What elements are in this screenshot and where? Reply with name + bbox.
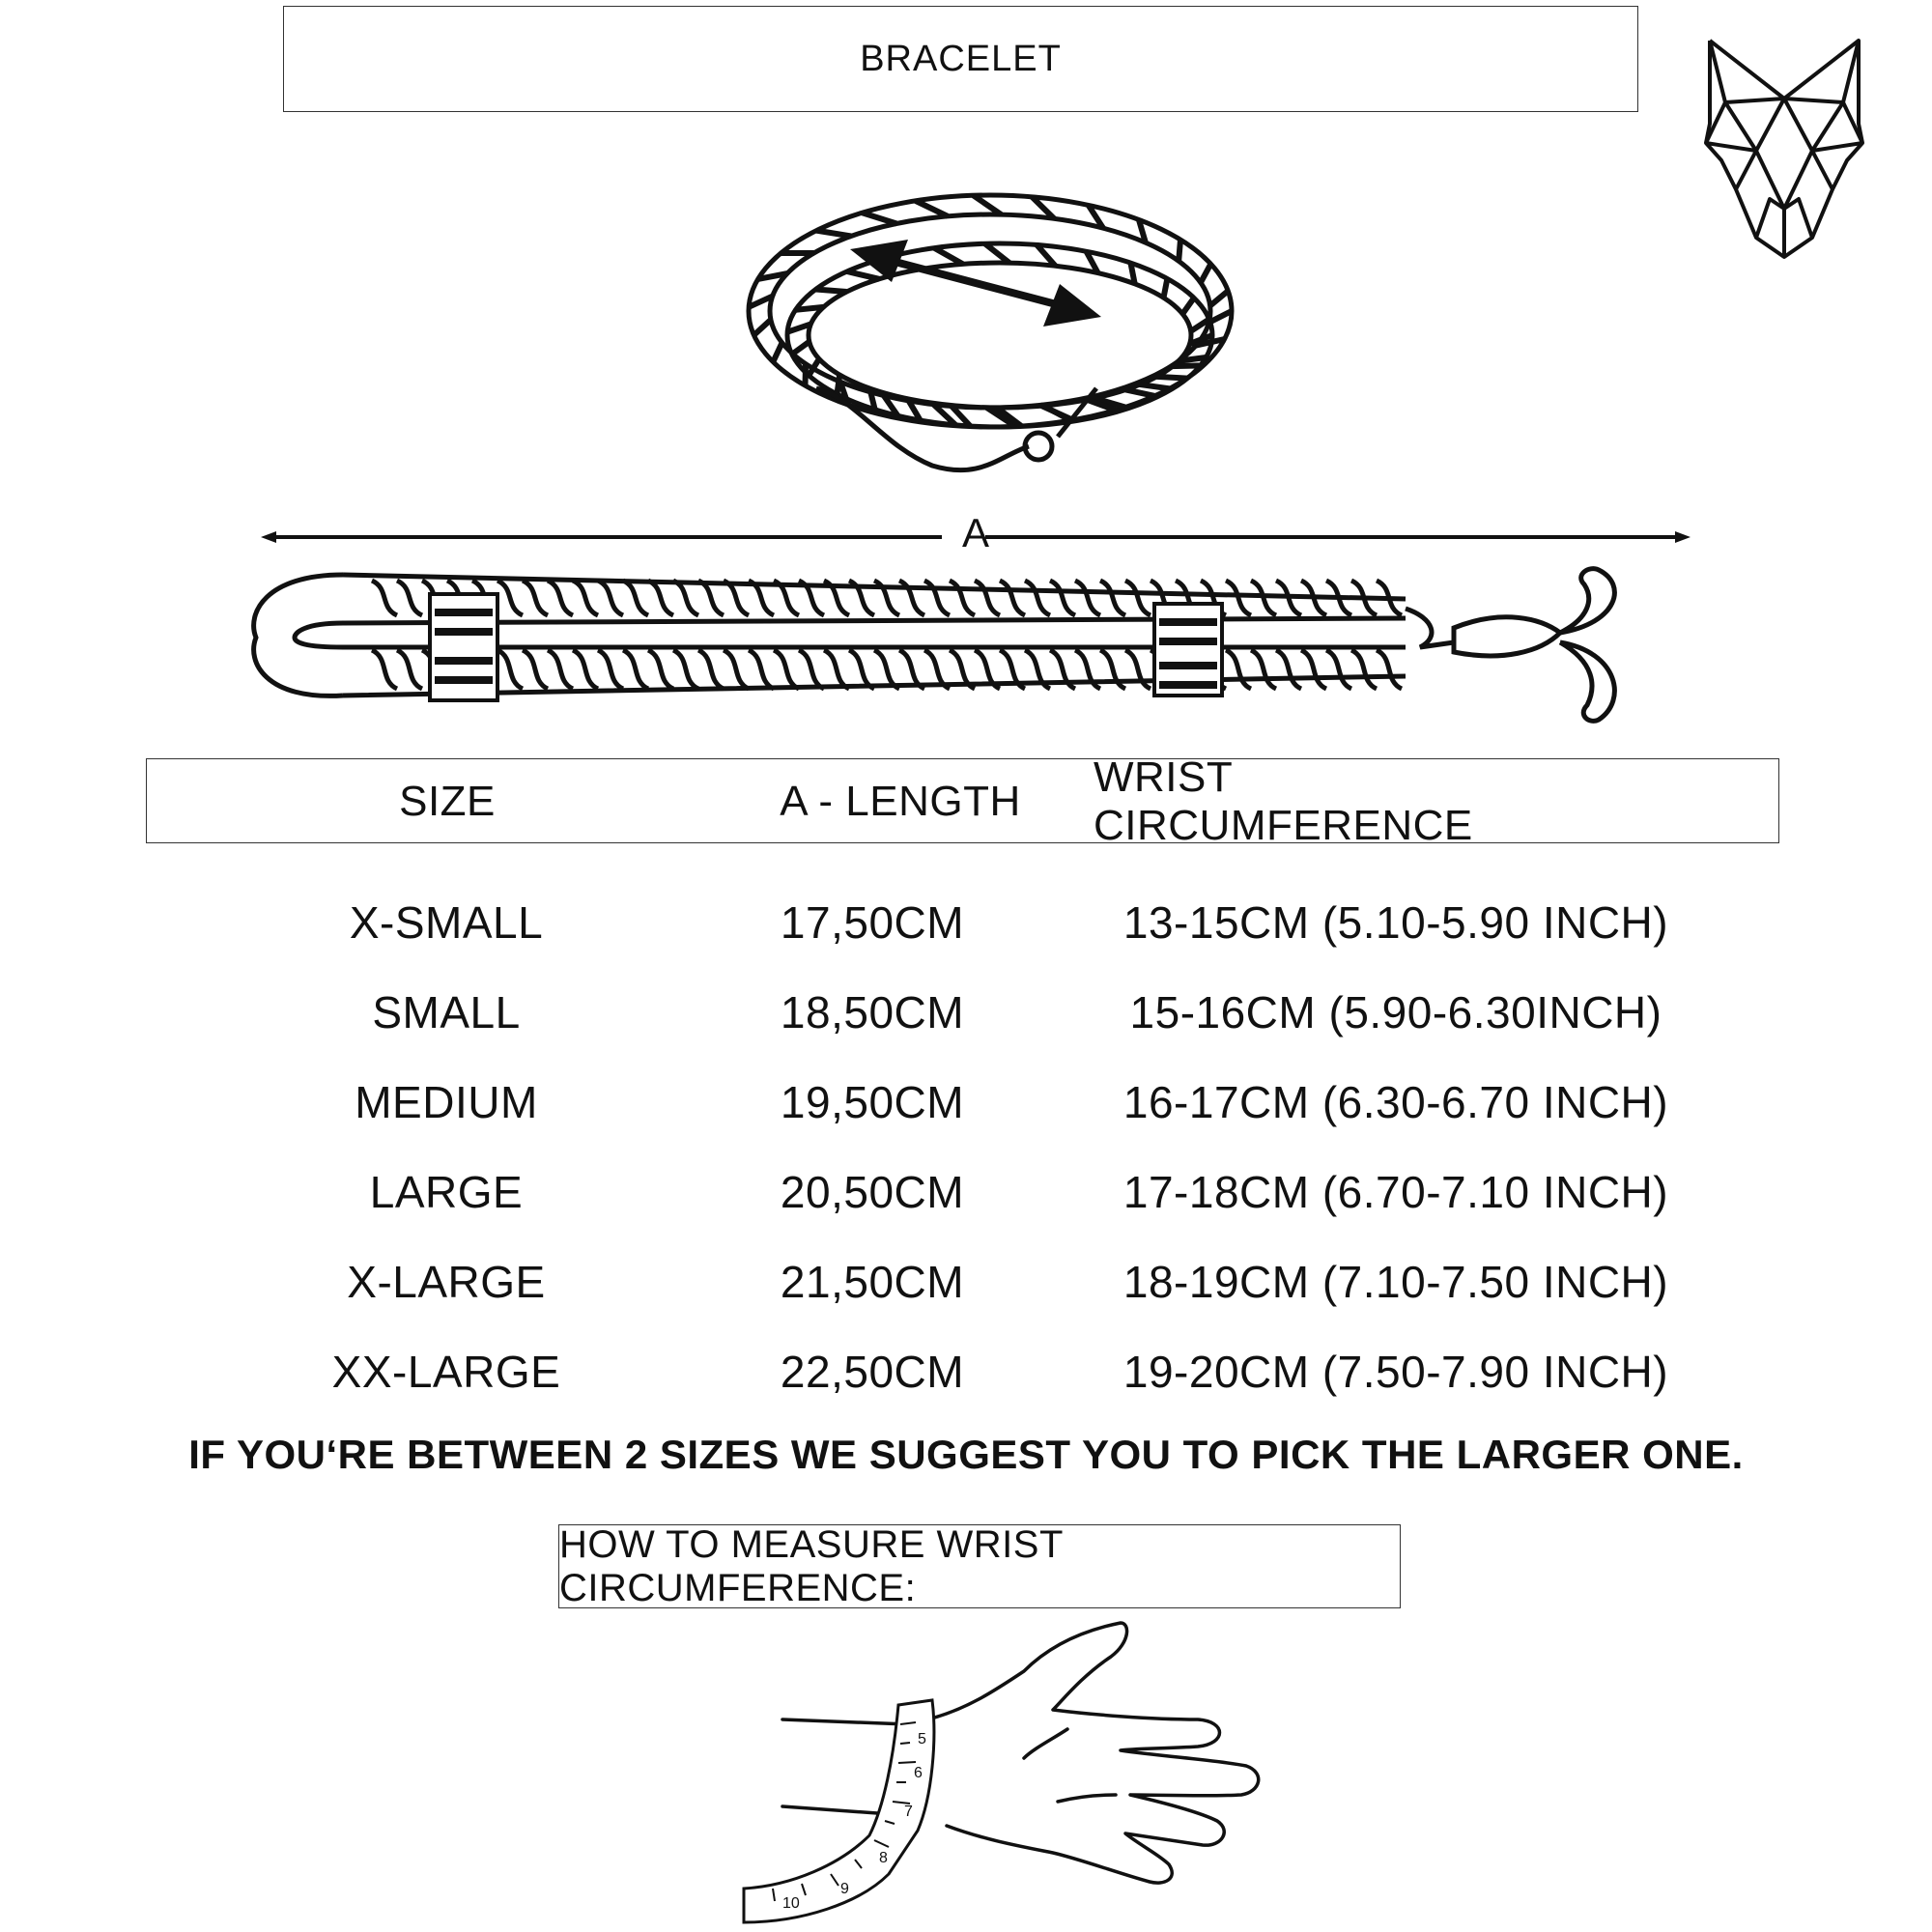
cell-length: 21,50CM: [780, 1257, 965, 1307]
rope-twist: [1163, 279, 1167, 298]
rope-twist: [397, 650, 422, 689]
rope-twist: [497, 650, 523, 689]
double-arrow-icon: [850, 240, 1101, 327]
measure-heading-box: [558, 1524, 1401, 1608]
rope-twist: [974, 195, 1002, 214]
rope-twist: [863, 213, 897, 223]
rope-twist: [824, 650, 849, 689]
cell-length: 20,50CM: [780, 1167, 965, 1217]
rope-twist: [397, 581, 422, 615]
cell-wrist: 18-19CM (7.10-7.50 INCH): [1122, 1257, 1669, 1307]
rope-twist: [1351, 650, 1377, 689]
rope-twist: [1377, 650, 1402, 689]
rope-twist: [573, 650, 598, 689]
tape-tick: 7: [904, 1804, 913, 1820]
rope-twist: [724, 650, 749, 689]
rope-twist: [372, 581, 397, 615]
rope-twist: [573, 581, 598, 615]
dimension-label: A: [961, 510, 989, 555]
rope-twist: [1135, 384, 1170, 388]
rope-twist: [1301, 650, 1326, 689]
bracelet-flat-illustration: [246, 565, 1715, 749]
rope-twist: [837, 375, 839, 394]
rope-twist: [372, 650, 397, 689]
page-title: BRACELET: [860, 38, 1062, 79]
rope-twist: [916, 201, 948, 216]
cell-size: SMALL: [372, 987, 521, 1037]
rope-twist: [1201, 264, 1210, 282]
rope-twist: [985, 243, 1009, 263]
rope-twist: [1043, 406, 1072, 421]
rope-twist: [799, 650, 824, 689]
tape-tick: 10: [782, 1895, 800, 1912]
rope-twist: [1025, 581, 1050, 615]
cell-wrist: 16-17CM (6.30-6.70 INCH): [1122, 1077, 1669, 1127]
rope-twist: [1179, 357, 1206, 361]
cell-size: MEDIUM: [355, 1077, 538, 1127]
rope-twist: [1156, 377, 1187, 379]
rope-twist: [773, 343, 781, 362]
rope-twist: [792, 342, 810, 355]
rope-twist: [1050, 581, 1075, 615]
cell-length: 19,50CM: [780, 1077, 965, 1127]
cell-length: 22,50CM: [780, 1347, 965, 1397]
rope-twist: [805, 364, 806, 385]
cell-size: X-SMALL: [349, 897, 544, 948]
wolf-logo: [1692, 35, 1876, 267]
rope-twist: [924, 581, 950, 615]
rope-twist: [816, 231, 851, 237]
cell-wrist: 17-18CM (6.70-7.10 INCH): [1122, 1167, 1669, 1217]
cell-length: 17,50CM: [780, 897, 965, 948]
rope-twist: [1251, 650, 1276, 689]
rope-twist: [1125, 389, 1157, 396]
rope-twist: [847, 271, 879, 279]
tape-tick: 6: [914, 1765, 923, 1781]
tape-tick: 9: [840, 1881, 849, 1897]
table-row: [0, 1243, 1932, 1321]
rope-twist: [975, 581, 1000, 615]
rope-twist: [598, 581, 623, 615]
rope-twist: [874, 650, 899, 689]
rope-twist: [648, 581, 673, 615]
table-row: [0, 1333, 1932, 1410]
rope-twist: [698, 650, 724, 689]
rope-twist: [548, 650, 573, 689]
rope-twist: [1125, 581, 1151, 615]
rope-twist: [1000, 581, 1025, 615]
rope-twist: [673, 581, 698, 615]
cell-size: LARGE: [369, 1167, 524, 1217]
rope-twist: [523, 650, 548, 689]
rope-twist: [950, 581, 975, 615]
rope-twist: [648, 650, 673, 689]
rope-twist: [548, 581, 573, 615]
rope-twist: [796, 307, 824, 310]
cell-wrist: 19-20CM (7.50-7.90 INCH): [1122, 1347, 1669, 1397]
rope-twist: [1100, 581, 1125, 615]
rope-twist: [1130, 263, 1134, 284]
size-advice-note: IF YOU‘RE BETWEEN 2 SIZES WE SUGGEST YOU TO PICK THE LARGER ONE.: [188, 1432, 1744, 1477]
rope-twist: [1326, 650, 1351, 689]
rope-twist: [673, 650, 698, 689]
cell-length: 18,50CM: [780, 987, 965, 1037]
rope-twist: [1182, 298, 1194, 314]
rope-twist: [523, 581, 548, 615]
measure-heading: HOW TO MEASURE WRIST CIRCUMFERENCE:: [559, 1522, 1064, 1609]
title-box: [283, 6, 1638, 112]
rope-twist: [1226, 581, 1251, 615]
rope-twist: [1226, 650, 1251, 689]
table-row: [0, 1153, 1932, 1231]
cell-size: X-LARGE: [347, 1257, 546, 1307]
table-header: [146, 753, 1779, 849]
rope-twist: [815, 290, 846, 292]
rope-twist: [623, 650, 648, 689]
table-row: [0, 1064, 1932, 1141]
rope-twist: [749, 650, 774, 689]
rope-twist: [1210, 291, 1229, 305]
table-row: [0, 884, 1932, 961]
rope-twist: [1179, 240, 1180, 261]
rope-twist: [497, 581, 523, 615]
cell-size: XX-LARGE: [331, 1347, 561, 1397]
tape-tick: 8: [879, 1850, 888, 1866]
tape-tick: 5: [918, 1731, 926, 1747]
table-row: [0, 974, 1932, 1051]
rope-twist: [598, 650, 623, 689]
header-wrist: WRIST CIRCUMFERENCE: [1094, 753, 1473, 849]
rope-twist: [934, 248, 963, 265]
header-size: SIZE: [399, 778, 496, 825]
bracelet-closed-illustration: [710, 166, 1251, 495]
rope-twist: [623, 581, 648, 615]
rope-twist: [774, 650, 799, 689]
hand-measuring-illustration: [744, 1633, 1323, 1922]
rope-twist: [1171, 365, 1204, 366]
rope-twist: [753, 320, 770, 335]
cell-wrist: 15-16CM (5.90-6.30INCH): [1129, 987, 1662, 1037]
cell-wrist: 13-15CM (5.10-5.90 INCH): [1122, 897, 1669, 948]
header-length: A - LENGTH: [780, 778, 1021, 825]
rope-twist: [849, 650, 874, 689]
rope-twist: [1276, 650, 1301, 689]
rope-twist: [1075, 581, 1100, 615]
rope-twist: [698, 581, 724, 615]
